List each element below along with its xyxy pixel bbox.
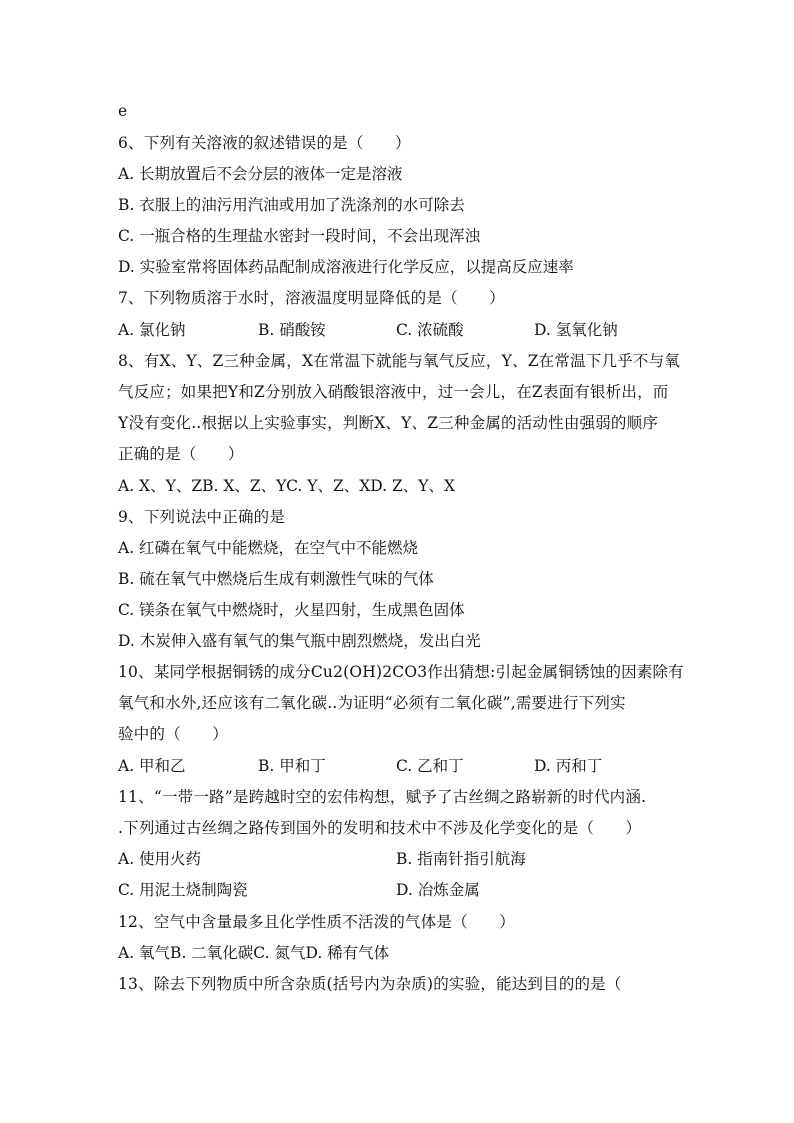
question-10-stem-line-1: 10、某同学根据铜锈的成分Cu2(OH)2CO3作出猜想:引起金属铜锈蚀的因素除有 <box>118 663 684 681</box>
question-11-option-c: C. 用泥土烧制陶瓷 <box>118 881 248 899</box>
question-7-option-b: B. 硝酸铵 <box>258 321 326 339</box>
question-9-option-c: C. 镁条在氧气中燃烧时，火星四射，生成黑色固体 <box>118 601 465 619</box>
question-10-options <box>118 756 602 776</box>
question-12-options: A. 氧气B. 二氧化碳C. 氮气D. 稀有气体 <box>118 944 390 962</box>
question-11-options-row-2 <box>118 880 480 900</box>
question-6-stem: 6、下列有关溶液的叙述错误的是（ ） <box>118 134 411 152</box>
question-6-option-c: C. 一瓶合格的生理盐水密封一段时间，不会出现浑浊 <box>118 227 481 245</box>
question-8-stem-line-4: 正确的是（ ） <box>118 445 244 463</box>
question-11-stem-line-2: .下列通过古丝绸之路传到国外的发明和技术中不涉及化学变化的是（ ） <box>118 819 642 837</box>
question-6-option-b: B. 衣服上的油污用汽油或用加了洗涤剂的水可除去 <box>118 196 465 214</box>
question-8-stem-line-3: Y没有变化..根据以上实验事实，判断X、Y、Z三种金属的活动性由强弱的顺序 <box>118 414 659 432</box>
question-11-option-d: D. 冶炼金属 <box>396 881 480 899</box>
question-13-stem: 13、除去下列物质中所含杂质(括号内为杂质)的实验，能达到目的的是（ <box>118 975 622 993</box>
question-6-option-d: D. 实验室常将固体药品配制成溶液进行化学反应，以提高反应速率 <box>118 258 574 276</box>
question-7-stem: 7、下列物质溶于水时，溶液温度明显降低的是（ ） <box>118 289 505 307</box>
question-10-option-a: A. 甲和乙 <box>118 757 186 775</box>
question-10-stem-line-2: 氧气和水外,还应该有二氧化碳..为证明“必须有二氧化碳”,需要进行下列实 <box>118 694 626 712</box>
question-7-option-c: C. 浓硫酸 <box>396 321 464 339</box>
question-11-options-row-1 <box>118 849 526 869</box>
question-10-option-d: D. 丙和丁 <box>534 757 603 775</box>
question-6-option-a: A. 长期放置后不会分层的液体一定是溶液 <box>118 165 403 183</box>
stray-text: e <box>118 102 128 120</box>
question-9-option-a: A. 红磷在氧气中能燃烧，在空气中不能燃烧 <box>118 539 419 557</box>
question-9-option-d: D. 木炭伸入盛有氧气的集气瓶中剧烈燃烧，发出白光 <box>118 632 481 650</box>
question-12-stem: 12、空气中含量最多且化学性质不活泼的气体是（ ） <box>118 913 515 931</box>
question-10-stem-line-3: 验中的（ ） <box>118 725 228 743</box>
question-10-option-c: C. 乙和丁 <box>396 757 464 775</box>
question-8-options: A. X、Y、ZB. X、Z、YC. Y、Z、XD. Z、Y、X <box>118 477 456 495</box>
question-7-option-a: A. 氯化钠 <box>118 321 186 339</box>
question-9-stem: 9、下列说法中正确的是 <box>118 508 286 526</box>
question-8-stem-line-1: 8、有X、Y、Z三种金属，X在常温下就能与氧气反应，Y、Z在常温下几乎不与氧 <box>118 352 681 370</box>
question-7-options <box>118 320 618 340</box>
question-9-option-b: B. 硫在氧气中燃烧后生成有刺激性气味的气体 <box>118 570 434 588</box>
question-11-option-b: B. 指南针指引航海 <box>396 850 526 868</box>
question-8-stem-line-2: 气反应；如果把Y和Z分别放入硝酸银溶液中，过一会儿，在Z表面有银析出，而 <box>118 383 669 401</box>
question-10-option-b: B. 甲和丁 <box>258 757 326 775</box>
question-7-option-d: D. 氢氧化钠 <box>534 321 618 339</box>
question-11-option-a: A. 使用火药 <box>118 850 202 868</box>
question-11-stem-line-1: 11、“一带一路”是跨越时空的宏伟构想，赋予了古丝绸之路崭新的时代内涵. <box>118 788 647 806</box>
